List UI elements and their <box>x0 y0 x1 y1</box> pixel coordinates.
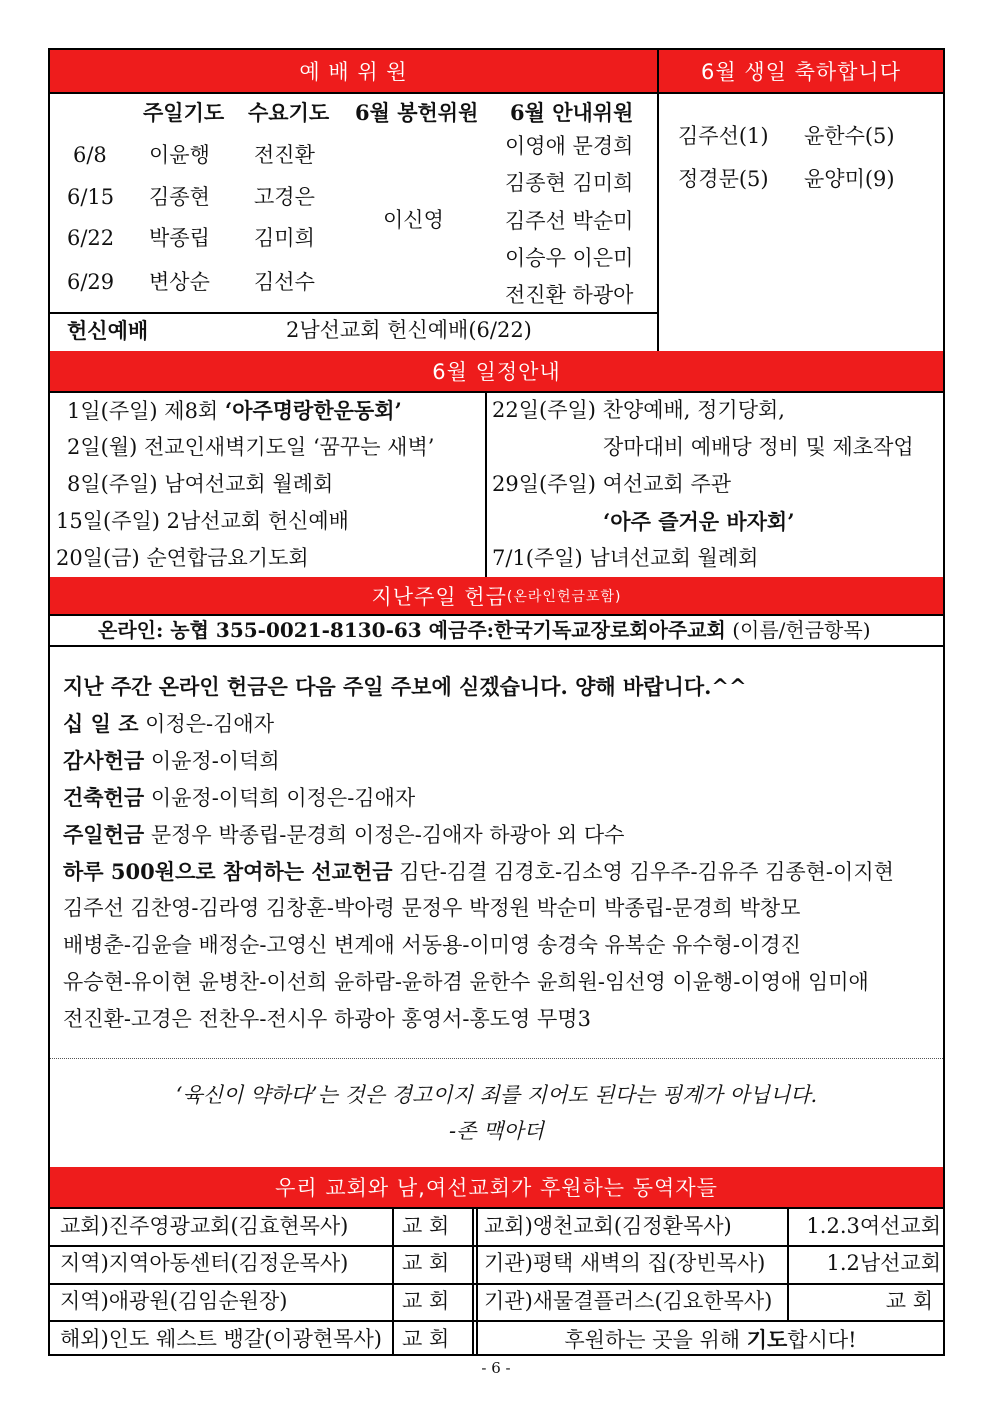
row-sunday-prayer: 박종립 <box>149 226 210 250</box>
quote-author: -존 맥아더 <box>449 1119 544 1143</box>
support-partner: 해외)인도 웨스트 뱅갈(이광현목사) <box>60 1327 382 1351</box>
support-prayer-note: 후원하는 곳을 위해 기도합시다! <box>564 1327 857 1352</box>
support-sponsor: 교 회 <box>402 1289 450 1313</box>
schedule-item: ‘아주 즐거운 바자회’ <box>603 509 795 534</box>
support-sponsor: 교 회 <box>402 1251 450 1275</box>
offering-line: 전진환-고경은 전찬우-전시우 하광아 홍영서-홍도영 무명3 <box>63 1007 591 1031</box>
usher-pair: 김주선 박순미 <box>505 209 634 233</box>
support-partner: 교회)앵천교회(김정환목사) <box>484 1214 732 1238</box>
support-header: 우리 교회와 남,여선교회가 후원하는 동역자들 <box>50 1167 943 1207</box>
birthday-name: 김주선(1) <box>678 124 769 148</box>
offering-notice: 지난 주간 온라인 헌금은 다음 주일 주보에 싣겠습니다. 양해 바랍니다.^^ <box>63 674 747 699</box>
offering-line: 하루 500원으로 참여하는 선교헌금 김단-김결 김경호-김소영 김우주-김유주 김종현-이지현 <box>63 859 894 884</box>
col-offering-committee: 6월 봉헌위원 <box>355 100 479 125</box>
support-partner: 기관)평택 새벽의 집(장빈목사) <box>484 1251 766 1275</box>
schedule-item: 1일(주일) 제8회 ‘아주명랑한운동회’ <box>67 398 402 423</box>
row-wed-prayer: 고경은 <box>254 185 315 209</box>
offering-header: 지난주일 헌금 (온라인헌금포함) <box>50 577 943 614</box>
usher-pair: 전진환 하광아 <box>505 283 634 307</box>
support-sponsor: 교 회 <box>402 1214 450 1238</box>
bulletin-page <box>48 48 945 1356</box>
support-partner: 기관)새물결플러스(김요한목사) <box>484 1289 773 1313</box>
schedule-item: 15일(주일) 2남선교회 헌신예배 <box>56 509 349 533</box>
worship-committee-header: 예 배 위 원 <box>50 50 657 92</box>
offering-line: 십 일 조 이정은-김애자 <box>63 711 274 736</box>
row-wed-prayer: 김미희 <box>254 226 315 250</box>
birthday-header: 6월 생일 축하합니다 <box>659 50 943 92</box>
row-sunday-prayer: 이윤행 <box>149 143 210 167</box>
row-sunday-prayer: 김종현 <box>149 185 210 209</box>
page-number: - 6 - <box>481 1359 511 1377</box>
row-date: 6/29 <box>67 270 115 294</box>
dedication-value: 2남선교회 헌신예배(6/22) <box>286 318 532 342</box>
support-partner: 지역)지역아동센터(김정운목사) <box>60 1251 349 1275</box>
usher-pair: 김종현 김미희 <box>505 171 634 195</box>
support-sponsor: 교 회 <box>402 1327 450 1351</box>
usher-pair: 이영애 문경희 <box>505 134 634 158</box>
usher-pair: 이승우 이은미 <box>505 246 634 270</box>
support-sponsor: 교 회 <box>885 1289 933 1313</box>
schedule-item: 2일(월) 전교인새벽기도일 ‘꿈꾸는 새벽’ <box>67 435 435 459</box>
schedule-item: 29일(주일) 여선교회 주관 <box>492 472 732 496</box>
schedule-item: 22일(주일) 찬양예배, 정기당회, <box>492 398 785 422</box>
support-sponsor: 1.2남선교회 <box>826 1251 941 1275</box>
offering-line: 감사헌금 이윤정-이덕희 <box>63 748 280 773</box>
row-date: 6/22 <box>67 226 115 250</box>
row-wed-prayer: 김선수 <box>254 270 315 294</box>
schedule-item: 20일(금) 순연합금요기도회 <box>56 546 309 570</box>
row-sunday-prayer: 변상순 <box>149 270 210 294</box>
row-date: 6/8 <box>73 143 107 167</box>
schedule-item: 8일(주일) 남여선교회 월례회 <box>67 472 334 496</box>
offering-line: 건축헌금 이윤정-이덕희 이정은-김애자 <box>63 785 416 810</box>
col-usher-committee: 6월 안내위원 <box>510 100 634 125</box>
col-sunday-prayer: 주일기도 <box>143 100 225 125</box>
support-partner: 교회)진주영광교회(김효현목사) <box>60 1214 349 1238</box>
quote-text: ‘육신이 약하다’는 것은 경고이지 죄를 지어도 된다는 핑계가 아닙니다. <box>175 1083 818 1107</box>
row-wed-prayer: 전진환 <box>254 143 315 167</box>
offering-line: 유승현-유이현 윤병찬-이선희 윤하람-윤하겸 윤한수 윤희원-임선영 이윤행-이영애 임미애 <box>63 970 869 994</box>
birthday-name: 정경문(5) <box>678 167 769 191</box>
row-date: 6/15 <box>67 185 115 209</box>
offering-line: 김주선 김찬영-김라영 김창훈-박아령 문정우 박정원 박순미 박종립-문경희 박창모 <box>63 896 801 920</box>
col-wed-prayer: 수요기도 <box>248 100 330 125</box>
birthday-name: 윤한수(5) <box>804 124 895 148</box>
birthday-name: 윤양미(9) <box>804 167 895 191</box>
dedication-label: 헌신예배 <box>67 318 149 343</box>
offering-member: 이신영 <box>383 208 444 232</box>
schedule-item: 장마대비 예배당 정비 및 제초작업 <box>603 435 914 459</box>
offering-line: 주일헌금 문정우 박종립-문경희 이정은-김애자 하광아 외 다수 <box>63 822 625 847</box>
schedule-header: 6월 일정안내 <box>50 351 943 391</box>
schedule-item: 7/1(주일) 남녀선교회 월례회 <box>492 546 759 570</box>
online-account: 온라인: 농협 355-0021-8130-63 예금주:한국기독교장로회아주교회 (이름/헌금항목) <box>98 618 871 642</box>
support-partner: 지역)애광원(김임순원장) <box>60 1289 288 1313</box>
support-sponsor: 1.2.3여선교회 <box>806 1214 941 1238</box>
offering-line: 배병춘-김윤슬 배정순-고영신 변계애 서동용-이미영 송경숙 유복순 유수형-이경진 <box>63 933 801 957</box>
